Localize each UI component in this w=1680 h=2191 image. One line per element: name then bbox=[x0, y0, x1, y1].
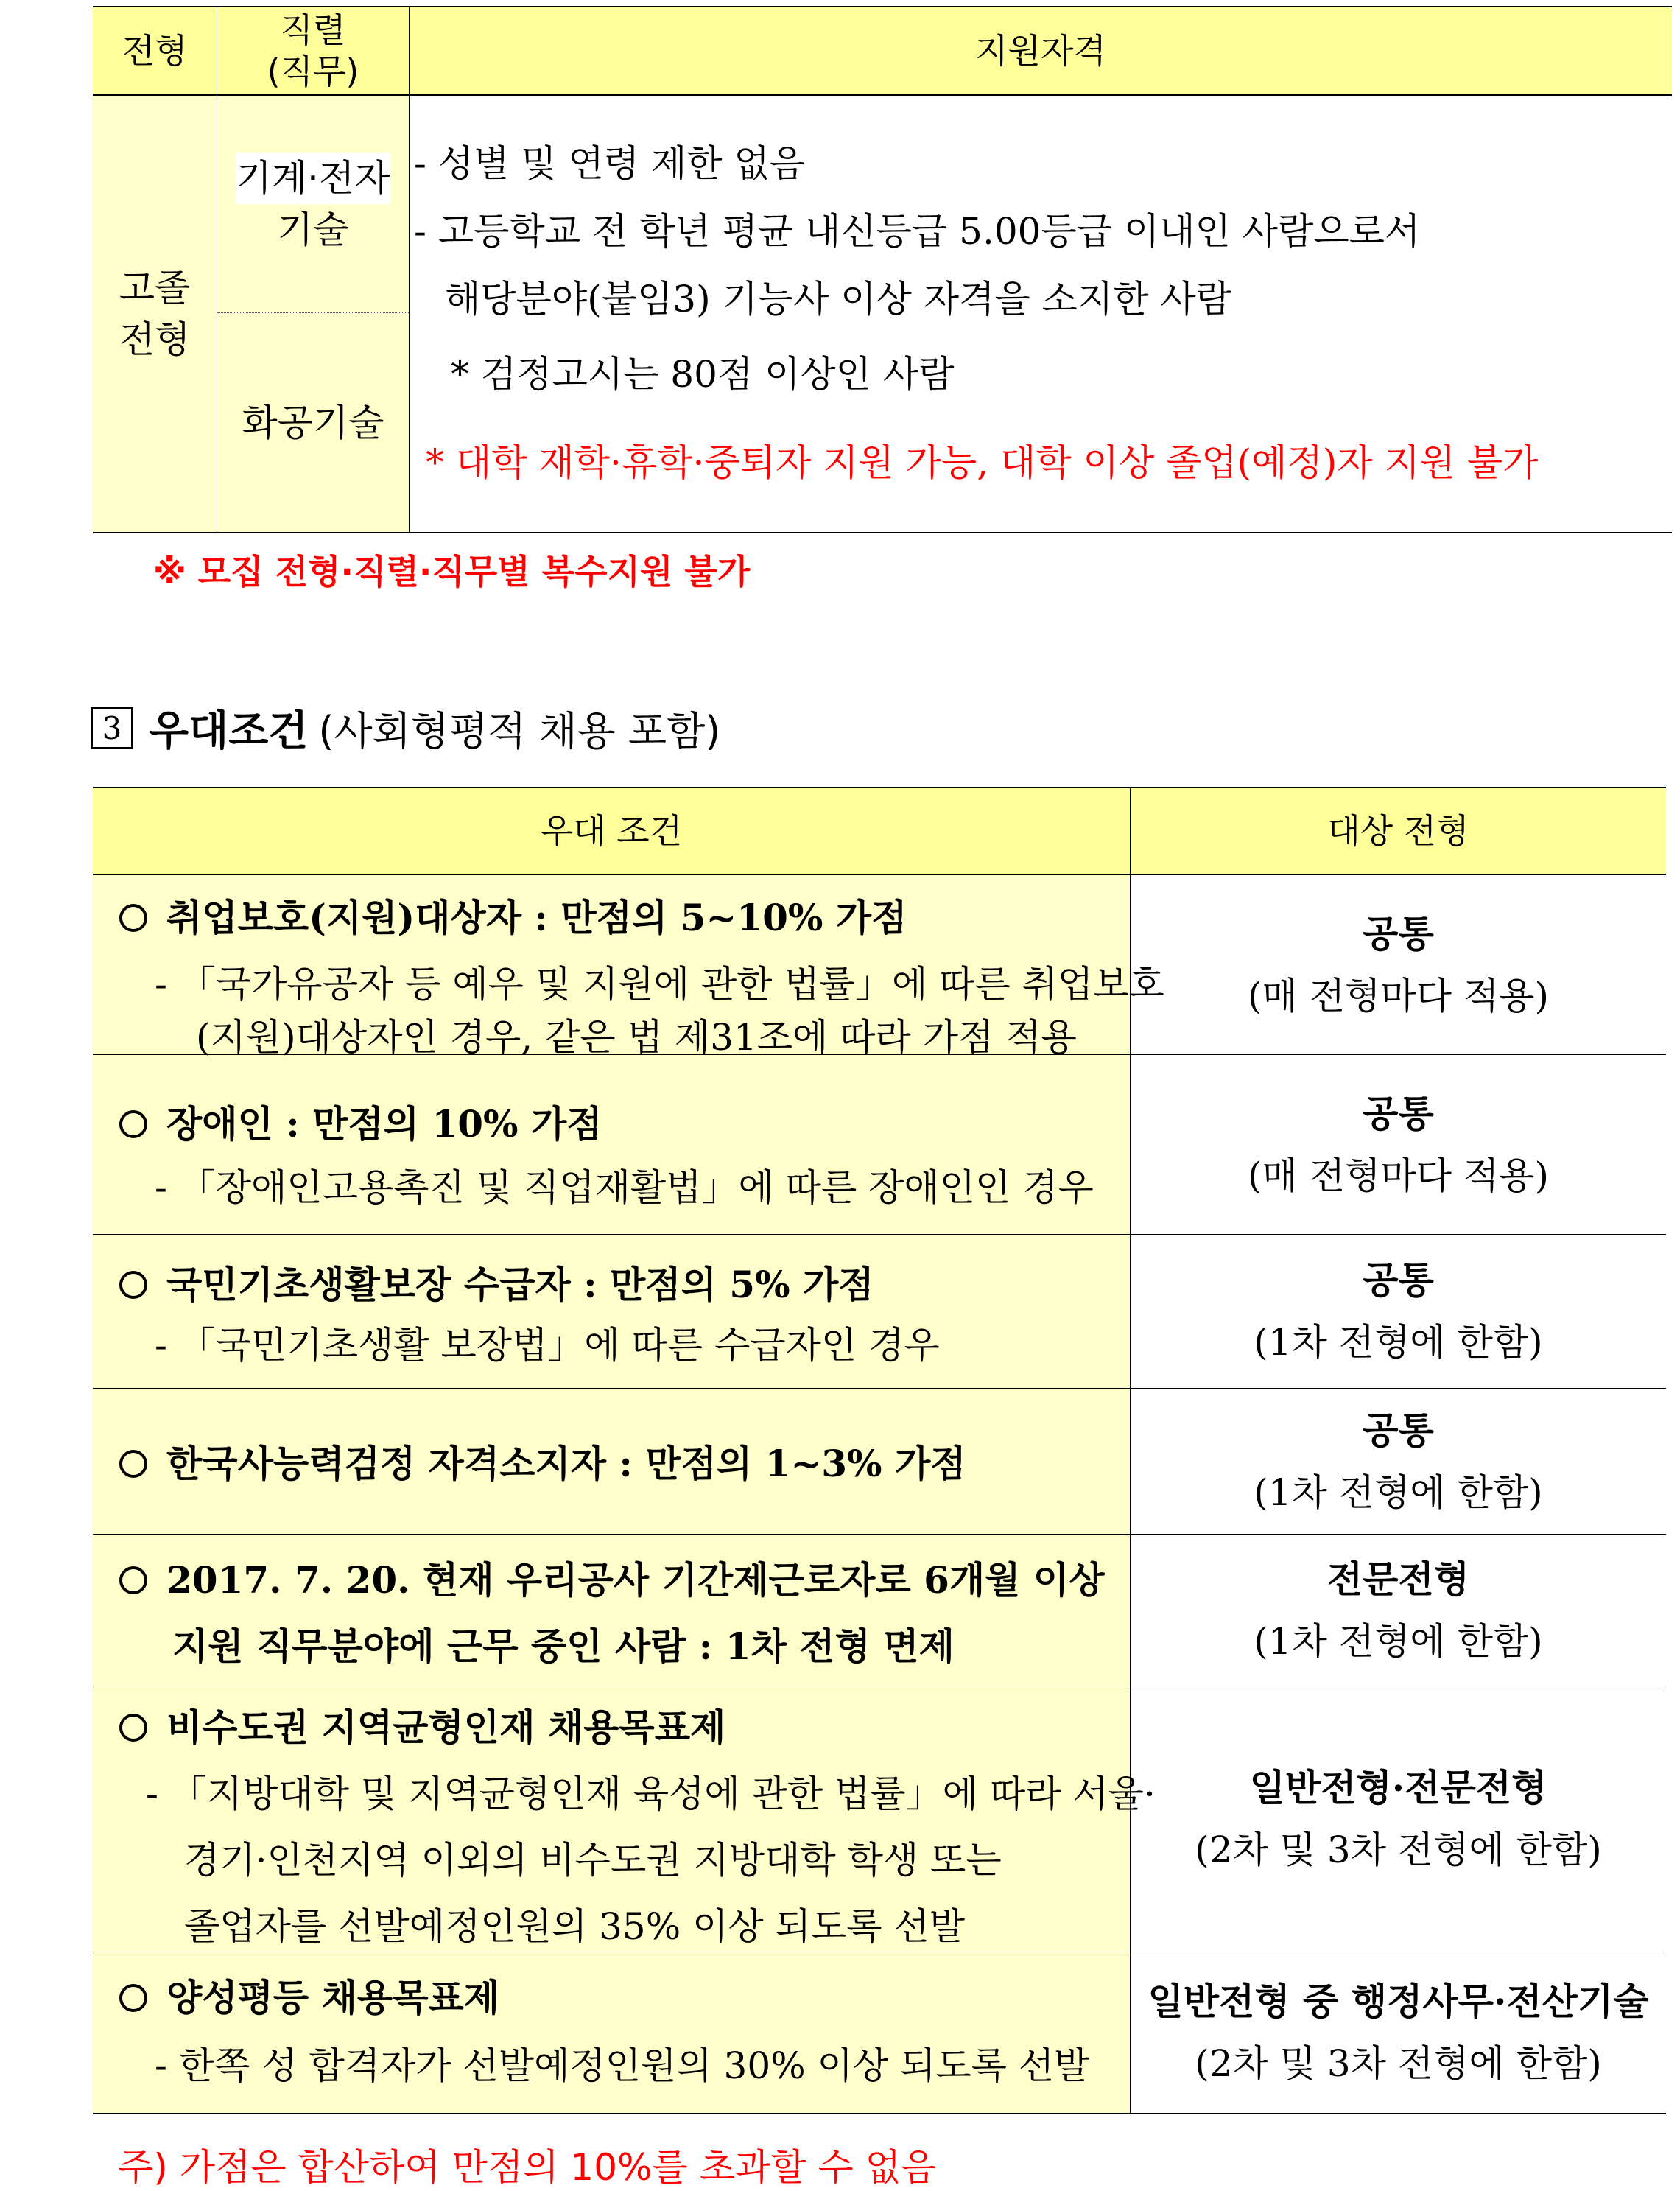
qualification-line: - 성별 및 연령 제한 없음 bbox=[414, 142, 806, 185]
condition-cell bbox=[93, 1535, 1131, 1686]
bullet-circle-icon bbox=[119, 1110, 147, 1138]
target-cell bbox=[1131, 1055, 1666, 1234]
condition-cell bbox=[93, 1235, 1131, 1388]
eligibility-header-row bbox=[93, 6, 1672, 96]
section-heading bbox=[91, 698, 720, 757]
header-qualification-label: 지원자격 bbox=[975, 31, 1106, 71]
header-position-line2: (직무) bbox=[267, 52, 359, 91]
condition-detail: - 「국민기초생활 보장법」에 따른 수급자인 경우 bbox=[155, 1324, 940, 1367]
condition-title: 양성평등 채용목표제 bbox=[119, 1969, 499, 2022]
table-row bbox=[93, 1055, 1666, 1235]
condition-title: 국민기초생활보장 수급자 : 만점의 5% 가점 bbox=[119, 1255, 874, 1308]
condition-cell bbox=[93, 1389, 1131, 1534]
table-row bbox=[93, 1389, 1666, 1535]
preference-table bbox=[93, 787, 1666, 2114]
position-b bbox=[217, 313, 409, 532]
condition-detail: - 한쪽 성 합격자가 선발예정인원의 30% 이상 되도록 선발 bbox=[155, 2044, 1090, 2087]
condition-detail: 경기·인천지역 이외의 비수도권 지방대학 학생 또는 bbox=[184, 1839, 1002, 1882]
target-main: 공통 bbox=[1363, 1091, 1434, 1135]
bullet-circle-icon bbox=[119, 1450, 147, 1478]
qualification-line: 해당분야(붙임3) 기능사 이상 자격을 소지한 사람 bbox=[445, 278, 1231, 320]
header-type-label: 전형 bbox=[122, 31, 188, 71]
target-sub: (2차 및 3차 전형에 한함) bbox=[1195, 1829, 1602, 1871]
condition-detail: - 「장애인고용촉진 및 직업재활법」에 따른 장애인인 경우 bbox=[155, 1166, 1094, 1209]
section-subtitle: (사회형평적 채용 포함) bbox=[318, 707, 721, 754]
bullet-circle-icon bbox=[119, 1271, 147, 1299]
target-main: 일반전형·전문전형 bbox=[1249, 1766, 1547, 1809]
section-title: 우대조건 bbox=[149, 707, 309, 755]
condition-cell bbox=[93, 875, 1164, 1059]
eligibility-table bbox=[93, 6, 1672, 533]
position-b-label: 화공기술 bbox=[242, 401, 384, 444]
table-row bbox=[93, 1686, 1666, 1952]
condition-title: 비수도권 지역균형인재 채용목표제 bbox=[119, 1698, 725, 1751]
header-target-label: 대상 전형 bbox=[1327, 811, 1469, 851]
qualification-cell bbox=[410, 96, 1672, 532]
target-sub: (매 전형마다 적용) bbox=[1248, 1154, 1549, 1197]
target-cell bbox=[1131, 1389, 1666, 1534]
condition-title: 2017. 7. 20. 현재 우리공사 기간제근로자로 6개월 이상 bbox=[119, 1551, 1105, 1604]
target-sub: (1차 전형에 한함) bbox=[1254, 1619, 1543, 1663]
preference-header-row bbox=[93, 787, 1666, 875]
position-a-line1: 기계·전자 bbox=[236, 153, 390, 204]
target-cell bbox=[1131, 1535, 1666, 1686]
target-main: 공통 bbox=[1363, 1408, 1434, 1452]
target-cell bbox=[1131, 1235, 1666, 1388]
condition-cell bbox=[93, 1686, 1156, 1952]
table-row bbox=[93, 1952, 1666, 2113]
position-a-line2: 기술 bbox=[277, 208, 349, 251]
header-position-line1: 직렬 bbox=[280, 10, 346, 50]
condition-detail: (지원)대상자인 경우, 같은 법 제31조에 따라 가점 적용 bbox=[196, 1016, 1077, 1059]
header-type bbox=[93, 7, 217, 94]
position-a bbox=[217, 96, 409, 313]
target-cell bbox=[1131, 1952, 1666, 2113]
condition-title: 취업보호(지원)대상자 : 만점의 5~10% 가점 bbox=[119, 888, 907, 942]
header-position bbox=[217, 7, 410, 94]
target-main: 전문전형 bbox=[1326, 1557, 1470, 1601]
qualification-line: * 검정고시는 80점 이상인 사람 bbox=[451, 353, 955, 396]
eligibility-body-row bbox=[93, 96, 1672, 533]
condition-cell bbox=[93, 1055, 1131, 1234]
target-cell bbox=[1131, 1686, 1666, 1952]
table-row bbox=[93, 875, 1666, 1059]
bullet-circle-icon bbox=[119, 1566, 147, 1594]
section-number-box: 3 bbox=[91, 707, 133, 749]
table-row bbox=[93, 1235, 1666, 1389]
category-line1: 고졸 bbox=[119, 267, 191, 309]
category-line2: 전형 bbox=[119, 318, 191, 361]
target-sub: (매 전형마다 적용) bbox=[1248, 974, 1549, 1017]
condition-detail: - 「지방대학 및 지역균형인재 육성에 관한 법률」에 따라 서울· bbox=[146, 1773, 1156, 1815]
multi-application-note: ※ 모집 전형·직렬·직무별 복수지원 불가 bbox=[153, 552, 751, 592]
bullet-circle-icon bbox=[119, 1984, 147, 2012]
target-main: 공통 bbox=[1363, 911, 1434, 956]
qualification-line: - 고등학교 전 학년 평균 내신등급 5.00등급 이내인 사람으로서 bbox=[414, 210, 1421, 253]
qualification-red-note: * 대학 재학·휴학·중퇴자 지원 가능, 대학 이상 졸업(예정)자 지원 불가 bbox=[426, 441, 1539, 484]
condition-title-cont: 지원 직무분야에 근무 중인 사람 : 1차 전형 면제 bbox=[172, 1624, 955, 1668]
target-sub: (2차 및 3차 전형에 한함) bbox=[1195, 2042, 1602, 2085]
header-target bbox=[1131, 788, 1666, 874]
position-cell bbox=[217, 96, 410, 532]
target-main: 일반전형 중 행정사무·전산기술 bbox=[1147, 1980, 1649, 2023]
target-sub: (1차 전형에 한함) bbox=[1254, 1321, 1543, 1364]
table-row bbox=[93, 1535, 1666, 1686]
target-sub: (1차 전형에 한함) bbox=[1254, 1470, 1543, 1514]
header-condition-label: 우대 조건 bbox=[540, 811, 683, 851]
bonus-footnote: 주) 가점은 합산하여 만점의 10%를 초과할 수 없음 bbox=[118, 2146, 937, 2189]
bullet-circle-icon bbox=[119, 1714, 147, 1742]
bullet-circle-icon bbox=[119, 904, 147, 932]
condition-title: 한국사능력검정 자격소지자 : 만점의 1~3% 가점 bbox=[119, 1434, 966, 1487]
condition-title: 장애인 : 만점의 10% 가점 bbox=[119, 1095, 602, 1148]
condition-detail: - 「국가유공자 등 예우 및 지원에 관한 법률」에 따른 취업보호 bbox=[155, 963, 1164, 1006]
header-condition bbox=[93, 788, 1131, 874]
category-cell bbox=[93, 96, 217, 532]
header-qualification bbox=[410, 7, 1672, 94]
condition-detail: 졸업자를 선발예정인원의 35% 이상 되도록 선발 bbox=[184, 1905, 965, 1948]
target-main: 공통 bbox=[1363, 1258, 1434, 1302]
target-cell bbox=[1131, 875, 1666, 1054]
condition-cell bbox=[93, 1952, 1131, 2113]
